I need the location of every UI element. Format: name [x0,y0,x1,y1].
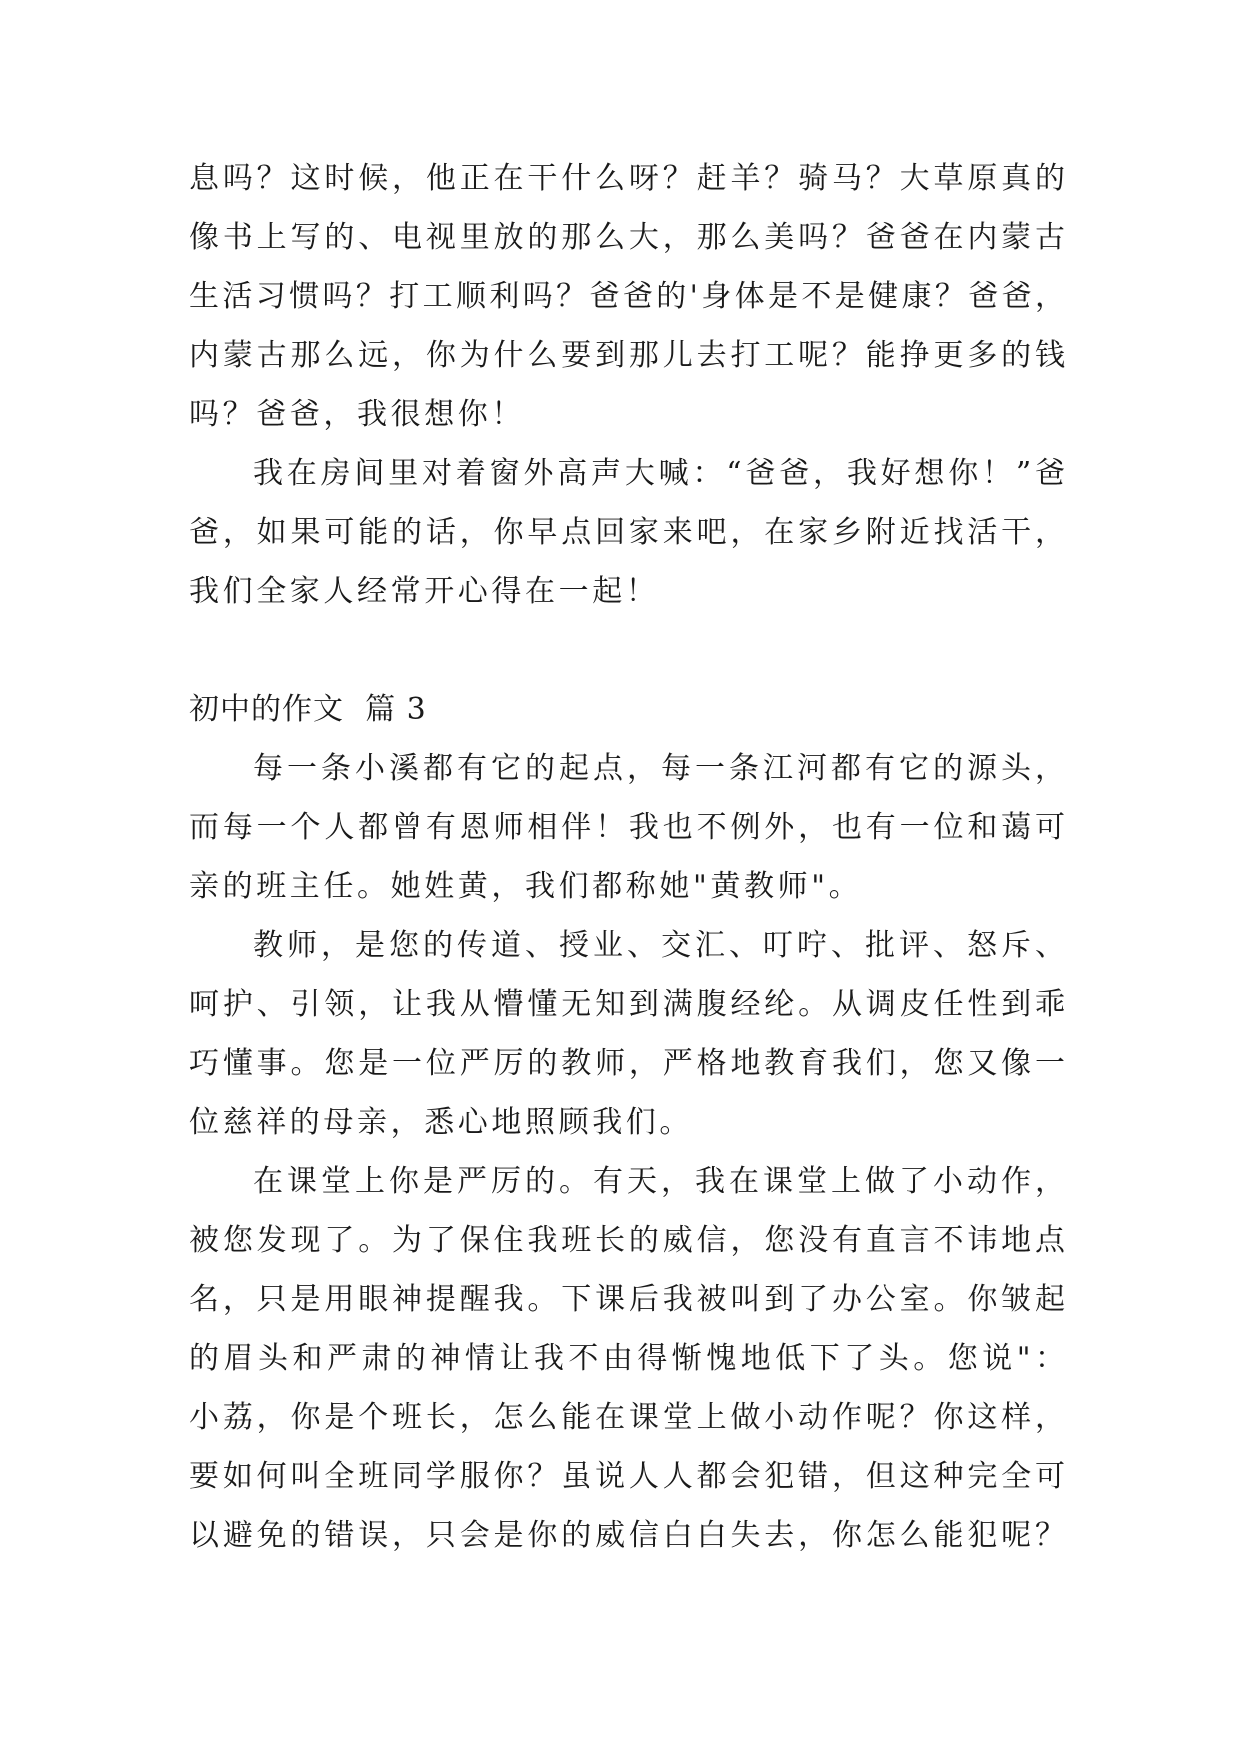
text-line: 名，只是用眼神提醒我。下课后我被叫到了办公室。你皱起 [189,1282,1065,1317]
text-line: 以避免的错误，只会是你的威信白白失去，你怎么能犯呢？ [189,1518,1065,1553]
text-line: 在课堂上你是严厉的。有天，我在课堂上做了小动作， [253,1164,1065,1199]
text-line: 我们全家人经常开心得在一起！ [189,574,660,609]
text-line: 像书上写的、电视里放的那么大，那么美吗？爸爸在内蒙古 [189,220,1065,255]
text-line: 教师，是您的传道、授业、交汇、叮咛、批评、怒斥、 [253,928,1065,963]
text-line: 被您发现了。为了保住我班长的威信，您没有直言不讳地点 [189,1223,1065,1258]
text-line: 生活习惯吗？打工顺利吗？爸爸的'身体是不是健康？爸爸， [189,279,1065,314]
text-line: 呵护、引领，让我从懵懂无知到满腹经纶。从调皮任性到乖 [189,987,1065,1022]
text-line: 每一条小溪都有它的起点，每一条江河都有它的源头， [253,751,1065,786]
text-line: 而每一个人都曾有恩师相伴！我也不例外，也有一位和蔼可 [189,810,1065,845]
text-line: 吗？爸爸，我很想你！ [189,397,525,432]
text-line: 亲的班主任。她姓黄，我们都称她"黄教师"。 [189,869,863,904]
text-line: 我在房间里对着窗外高声大喊：“爸爸，我好想你！”爸 [253,456,1065,491]
text-line: 爸，如果可能的话，你早点回家来吧，在家乡附近找活干， [189,515,1065,550]
text-line: 小荔，你是个班长，怎么能在课堂上做小动作呢？你这样， [189,1400,1065,1435]
text-line: 要如何叫全班同学服你？虽说人人都会犯错，但这种完全可 [189,1459,1065,1494]
text-line: 位慈祥的母亲，悉心地照顾我们。 [189,1105,693,1140]
text-line: 内蒙古那么远，你为什么要到那儿去打工呢？能挣更多的钱 [189,338,1065,373]
section-heading: 初中的作文 篇 3 [189,692,427,727]
text-line: 的眉头和严肃的神情让我不由得惭愧地低下了头。您说"： [189,1341,1065,1376]
text-line: 巧懂事。您是一位严厉的教师，严格地教育我们，您又像一 [189,1046,1065,1081]
text-line: 息吗？这时候，他正在干什么呀？赶羊？骑马？大草原真的 [189,161,1065,196]
